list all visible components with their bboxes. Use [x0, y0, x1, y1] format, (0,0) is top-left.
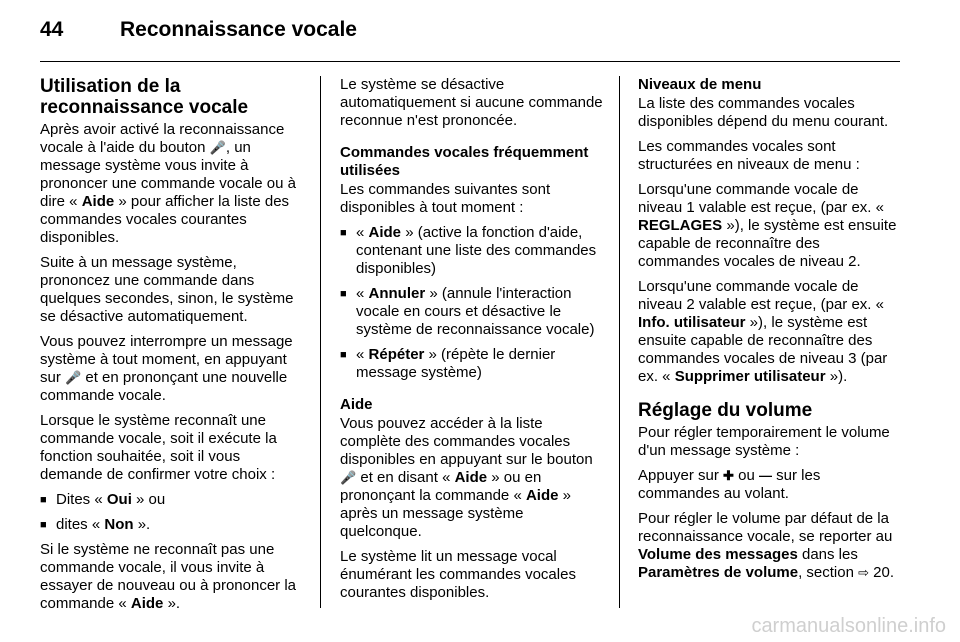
- subheading: Commandes vocales fréquemment utilisées: [340, 144, 589, 179]
- list-item: ■ dites « Non ».: [40, 516, 304, 534]
- column-1: [40, 76, 304, 620]
- list-item: ■ Dites « Oui » ou: [40, 491, 304, 509]
- paragraph: Vous pouvez accéder à la liste complète des commandes vocales disponibles en appuyant sur le bouton 🎤 et en disant « Aide » ou en prononçant la commande « Aide » après un message système quelconque.: [340, 415, 593, 540]
- column-divider: [320, 76, 321, 608]
- voice-button-icon: 🎤: [65, 370, 82, 385]
- paragraph: Pour régler temporairement le volume d'un message système :: [638, 424, 890, 459]
- paragraph: Les commandes vocales sont structurées en niveaux de menu :: [638, 138, 860, 173]
- bullet-list: [340, 224, 604, 382]
- section-heading: Utilisation de la reconnaissance vocale: [40, 76, 249, 118]
- paragraph: Lorsque le système reconnaît une commande vocale, soit il exécute la fonction souhaitée, soit il vous demande de confirmer votre choix :: [40, 412, 277, 483]
- paragraph: Vous pouvez interrompre un message système à tout moment, en appuyant sur 🎤 et en prononçant une nouvelle commande vocale.: [40, 333, 293, 404]
- paragraph: Les commandes suivantes sont disponibles à tout moment :: [340, 181, 551, 216]
- voice-button-icon: 🎤: [340, 470, 357, 485]
- section-heading: Réglage du volume: [638, 400, 813, 421]
- paragraph: Pour régler le volume par défaut de la reconnaissance vocale, se reporter au Volume des messages dans les Paramètres de volume, section ⇨ 20.: [638, 510, 895, 581]
- voice-button-icon: 🎤: [209, 140, 226, 155]
- column-divider: [619, 76, 620, 608]
- page-title: Reconnaissance vocale: [120, 18, 357, 41]
- list-item: ■ « Annuler » (annule l'interaction vocale en cours et désactive le système de reconnaissance vocale): [340, 285, 604, 339]
- paragraph: Si le système ne reconnaît pas une commande vocale, il vous invite à essayer de nouveau ou à prononcer la commande « Aide ».: [40, 541, 297, 612]
- column-3: [638, 76, 902, 589]
- list-item: ■ « Aide » (active la fonction d'aide, contenant une liste des commandes disponibles): [340, 224, 604, 278]
- paragraph: La liste des commandes vocales disponibles dépend du menu courant.: [638, 95, 889, 130]
- paragraph: Lorsqu'une commande vocale de niveau 2 valable est reçue, (par ex. « Info. utilisateur »), le système est ensuite capable de reconnaître des commandes vocales de niveau 3 (par ex. « Supprimer utilisateur »).: [638, 278, 888, 385]
- paragraph: Le système lit un message vocal énumérant les commandes vocales courantes disponibles.: [340, 548, 576, 601]
- minus-icon: —: [758, 468, 772, 483]
- subheading: Niveaux de menu: [638, 76, 762, 93]
- plus-icon: ✚: [723, 468, 734, 483]
- paragraph: Suite à un message système, prononcez une commande dans quelques secondes, sinon, le système se désactive automatiquement.: [40, 254, 294, 325]
- subheading: Aide: [340, 396, 373, 413]
- watermark: carmanualsonline.info: [751, 615, 946, 637]
- page-number: 44: [40, 18, 64, 41]
- column-2: [340, 76, 604, 609]
- header-rule: [40, 61, 900, 62]
- reference-arrow-icon: ⇨: [858, 565, 870, 580]
- bullet-list: [40, 491, 304, 534]
- paragraph: Après avoir activé la reconnaissance vocale à l'aide du bouton 🎤, un message système vous invite à prononcer une commande vocale ou à dire « Aide » pour afficher la liste des commandes vocales courantes disponibles.: [40, 121, 296, 246]
- paragraph: Appuyer sur ✚ ou — sur les commandes au volant.: [638, 467, 821, 502]
- list-item: ■ « Répéter » (répète le dernier message système): [340, 346, 604, 382]
- paragraph: Le système se désactive automatiquement si aucune commande reconnue n'est prononcée.: [340, 76, 603, 129]
- paragraph: Lorsqu'une commande vocale de niveau 1 valable est reçue, (par ex. « REGLAGES »), le système est ensuite capable de reconnaître des commandes vocales de niveau 2.: [638, 181, 897, 270]
